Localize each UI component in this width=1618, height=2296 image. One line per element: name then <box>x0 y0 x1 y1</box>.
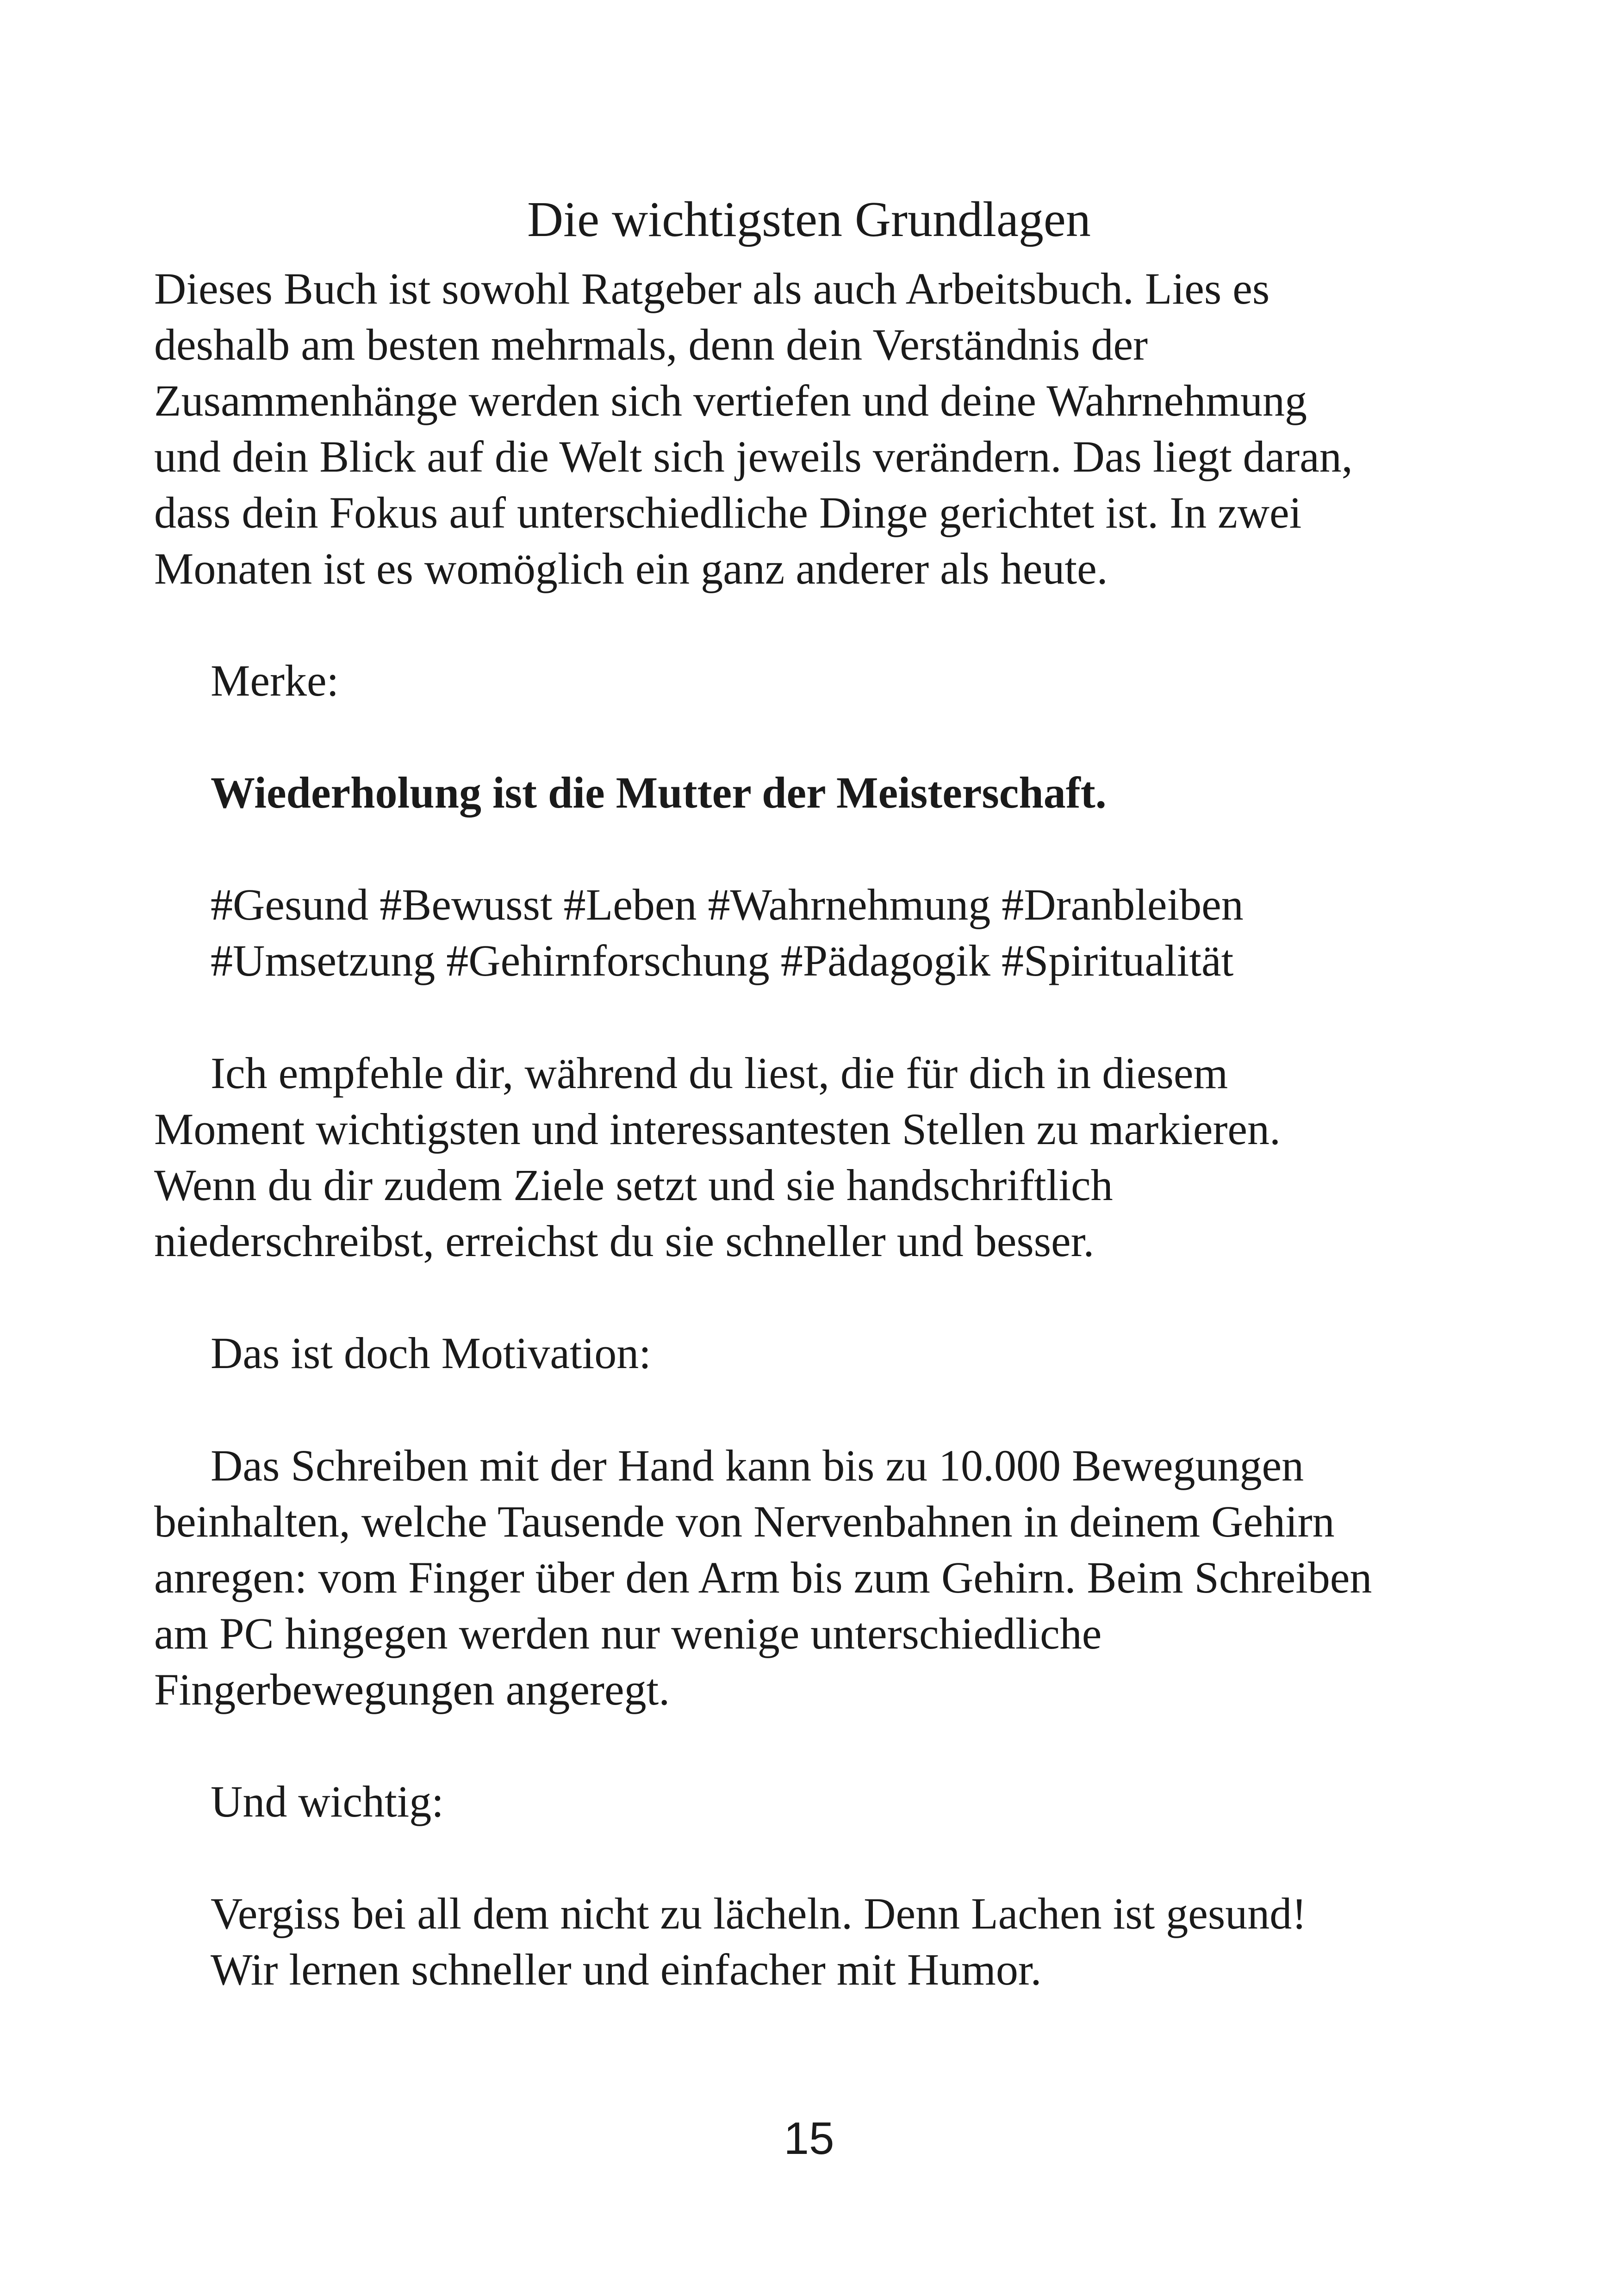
page-number: 15 <box>784 2113 834 2164</box>
hashtag-line: #Umsetzung #Gehirnforschung #Pädagogik #Spiritualität <box>211 936 1234 985</box>
text-line: am PC hingegen werden nur wenige unterschiedliche <box>154 1609 1102 1658</box>
motivation-label: Das ist doch Motivation: <box>211 1328 651 1378</box>
bold-statement-block <box>154 765 1450 821</box>
hashtag-line: #Gesund #Bewusst #Leben #Wahrnehmung #Dranbleiben <box>211 880 1244 929</box>
merke-block <box>154 653 1450 709</box>
wichtig-block <box>154 1773 1450 1829</box>
text-line: niederschreibst, erreichst du sie schneller und besser. <box>154 1216 1095 1266</box>
text-line: dass dein Fokus auf unterschiedliche Dinge gerichtet ist. In zwei <box>154 488 1302 537</box>
closing-block <box>154 1885 1450 1997</box>
wichtig-label: Und wichtig: <box>211 1777 444 1826</box>
paragraph-intro <box>154 261 1450 597</box>
paragraph-handwriting <box>154 1437 1450 1717</box>
text-line: anregen: vom Finger über den Arm bis zum Gehirn. Beim Schreiben <box>154 1553 1372 1602</box>
text-line: Moment wichtigsten und interessantesten Stellen zu markieren. <box>154 1104 1281 1154</box>
paragraph-recommendation <box>154 1045 1450 1269</box>
bold-statement: Wiederholung ist die Mutter der Meisterschaft. <box>211 768 1107 817</box>
text-line: Dieses Buch ist sowohl Ratgeber als auch Arbeitsbuch. Lies es <box>154 264 1270 313</box>
text-line: Vergiss bei all dem nicht zu lächeln. Denn Lachen ist gesund! <box>211 1889 1307 1938</box>
motivation-block <box>154 1325 1450 1381</box>
text-line: deshalb am besten mehrmals, denn dein Verständnis der <box>154 320 1148 369</box>
page-title: Die wichtigsten Grundlagen <box>527 192 1091 247</box>
text-line: Wenn du dir zudem Ziele setzt und sie handschriftlich <box>154 1160 1113 1210</box>
hashtags-block <box>154 877 1450 989</box>
text-line: Monaten ist es womöglich ein ganz anderer als heute. <box>154 544 1108 593</box>
text-line: Ich empfehle dir, während du liest, die für dich in diesem <box>211 1048 1228 1098</box>
text-line: Zusammenhänge werden sich vertiefen und deine Wahrnehmung <box>154 376 1307 425</box>
text-line: Wir lernen schneller und einfacher mit Humor. <box>211 1945 1042 1994</box>
text-line: Fingerbewegungen angeregt. <box>154 1665 670 1714</box>
merke-label: Merke: <box>211 656 339 705</box>
text-line: Das Schreiben mit der Hand kann bis zu 10.000 Bewegungen <box>211 1441 1304 1490</box>
text-line: und dein Blick auf die Welt sich jeweils verändern. Das liegt daran, <box>154 432 1353 481</box>
text-line: beinhalten, welche Tausende von Nervenbahnen in deinem Gehirn <box>154 1497 1335 1546</box>
